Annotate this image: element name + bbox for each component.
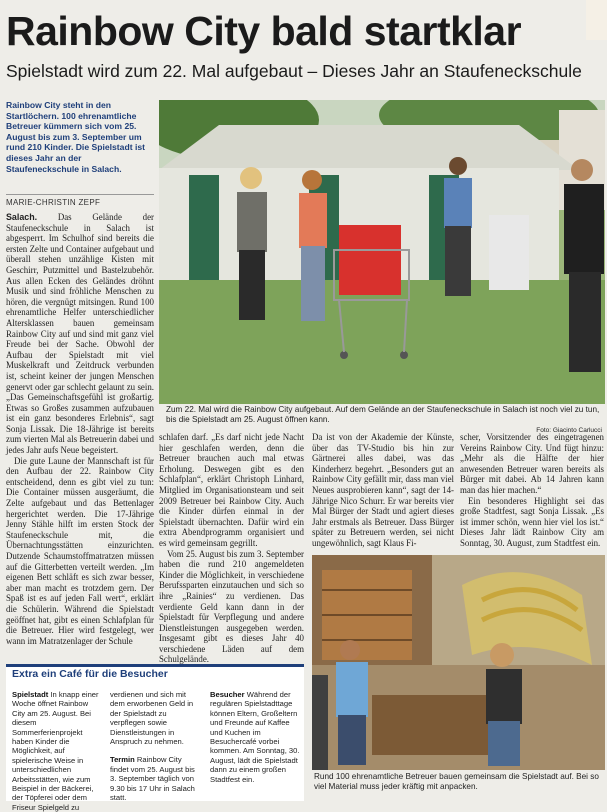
photo2-illustration bbox=[312, 555, 605, 770]
col1-p1: Das Gelände der Staufeneckschule in Salach ist abgesperrt. Im Schulhof sind bereits die ersten Zelte und Container aufgebaut und überall stehen unzählige Kisten mit Geschirr, Putzmittel und Bastelzubehör. Aus allen Ecken des Geländes dröhnt Musik und sind fröhliche Menschen zu hören, die vergnügt mitsingen. Rund 100 ehrenamtliche Helfer unterschiedlicher Altersklassen bauen gemeinsam Rainbow City auf und sind mit ganz viel Freude bei der Sache. Obwohl der Aufbau der Spielstadt mit viel Muskelkraft und Zeitdruck verbunden ist, scheint keiner der jungen Menschen genervt oder gar schlecht gelaunt zu sein. „Das Gemeinschaftsgefühl ist großartig. Etwas so Großes zusammen aufzubauen ist ein ganz besonderes Erlebnis“, sagt Sonja Lissak. Die 18-Jährige ist bereits zum vierten Mal als Betreuerin dabei und jedes Jahr aufs Neue begeistert. bbox=[6, 212, 154, 456]
info-text-continued: verdienen und sich mit dem erworbenen Geld in der Spielstadt zu verpflegen sowie Dienstleistungen in Anspruch zu nehmen. bbox=[110, 690, 194, 747]
info-column-2 bbox=[110, 690, 200, 802]
col4-p2: Ein besonderes Highlight sei das große Stadtfest, sagt Sonja Lissak. „Es ist immer schön, wenn hier viel los ist.“ Dieses Jahr lädt Rainbow City am Sonntag, 30. August, zum Stadtfest ein. bbox=[460, 495, 604, 548]
photo2-caption: Rund 100 ehrenamtliche Betreuer bauen gemeinsam die Spielstadt auf. Bei so viel Material muss jeder kräftig mit anpacken. bbox=[314, 772, 599, 791]
info-label-termin: Termin bbox=[110, 755, 135, 765]
info-box-title: Extra ein Café für die Besucher bbox=[12, 668, 168, 680]
photo1-caption-text: Zum 22. Mal wird die Rainbow City aufgebaut. Auf dem Gelände an der Staufeneckschule in Salach ist noch viel zu tun, bis die Spielstadt am 25. August öffnen kann. bbox=[166, 405, 600, 424]
photo-material-tragen bbox=[312, 555, 605, 770]
dateline: Salach. bbox=[6, 212, 38, 222]
article-column-2 bbox=[159, 432, 304, 665]
subtitle: Spielstadt wird zum 22. Mal aufgebaut – Dieses Jahr an Staufeneckschule bbox=[6, 61, 582, 81]
lead-paragraph: Rainbow City steht in den Startlöchern. 100 ehrenamtliche Betreuer kümmern sich vom 25. August bis zum 3. September um rund 210 Kinder. Die Spielstadt ist dieses Jahr an der Staufeneckschule in Salach. bbox=[6, 100, 145, 174]
info-label-spielstadt: Spielstadt bbox=[12, 690, 49, 699]
info-text-spielstadt: In knapp einer Woche öffnet Rainbow City am 25. August. Bei diesem Sommerferienprojekt haben Kinder die Möglichkeit, auf spielerische Weise in unterschiedlichen Arbeitsstätten, wie zum Beispiel in der Bäckerei, der Töpferei oder dem Friseur Spielgeld zu bbox=[12, 690, 99, 812]
info-label-besucher: Besucher bbox=[210, 690, 245, 699]
author-byline: MARIE-CHRISTIN ZEPF bbox=[6, 194, 154, 207]
article-column-3 bbox=[312, 432, 454, 549]
col4-p1: scher, Vorsitzender des eingetragenen Vereins Rainbow City. Und fügt hinzu: „Mehr als die Hälfte der hier anwesenden Betreuer waren bereits als Bürger mit dabei. Ab 14 Jahren kann man das hier machen.“ bbox=[460, 432, 604, 495]
info-column-1 bbox=[12, 690, 100, 812]
col3-p1: Da ist von der Akademie der Künste, über das TV-Studio bis hin zur Gärtnerei alles dabei, was das Kinderherz begehrt. „Besonders gut an Rainbow City gefällt mir, dass man viel Neues ausprobieren kann“, sagt der 14-Jährige Nico Schurr. Er war bereits vier Mal Bürger der Stadt und agiert dieses Jahr erstmals als Betreuer. Dass Bürger später zu Betreuern werden, sei nicht ungewöhnlich, sagt Klaus Fi- bbox=[312, 432, 454, 548]
info-text-termin: Rainbow City findet vom 25. August bis 3. September täglich von 9.30 bis 17 Uhr in Salach statt. bbox=[110, 755, 195, 803]
photo1-credit: Foto: Giacinto Carlucci bbox=[536, 427, 602, 434]
headline: Rainbow City bald startklar bbox=[6, 8, 522, 54]
article-column-4 bbox=[460, 432, 604, 549]
photo-aufbau-zelt bbox=[159, 100, 605, 404]
photo-illustration bbox=[159, 100, 605, 404]
info-text-besucher: Während der regulären Spielstadttage können Eltern, Großeltern und Freunde auf Kaffee und Kuchen im Besuchercafé vorbei kommen. Am Sonntag, 30. August, lädt die Spielstadt dann zu einem großen Stadtfest ein. bbox=[210, 690, 300, 784]
col1-p2: Die gute Laune der Mannschaft ist für den Aufbau der 22. Rainbow City entscheidend, denn es gibt viel zu tun: Die Container müssen ausgeräumt, die Zelte aufgebaut und das Bettenlager hergerichtet werden. Die 17-Jährige Jenny Stähle hilft im ersten Stock der Staufeneckschule mit, die Übernachtungsstätten einzurichten. Dutzende Schaumstoffmatratzen müssen auf die Gitterbetten verteilt werden. „Im eigenen Bett schläft es sich zwar besser, aber man macht es trotzdem gern. Der Spaß ist es auf jeden Fall wert“, erklärt die Schülerin. Während die Spielstadt geöffnet hat, gibt es einen Schlafplan für die Betreuer. Hier wird festgelegt, wer wann im Matratzenlager der Schule bbox=[6, 455, 154, 646]
col2-p2: Vom 25. August bis zum 3. September haben die rund 210 angemeldeten Kinder die Möglichkeit, in verschiedene Berufssparten einzutauchen und sich so ihre „Rainies“ zu verdienen. Das verdiente Geld kann dann in der Spielstadt für Verpflegung und andere Dienstleistungen ausgegeben werden. Insgesamt gibt es dieses Jahr 40 verschiedene Läden auf dem Schulgelände. bbox=[159, 548, 304, 665]
col2-p1: schlafen darf. „Es darf nicht jede Nacht hier geschlafen werden, denn die Betreuer brauchen auch mal etwas Erholung. Deswegen gibt es den Schlafplan“, erklärt Christoph Linhard, Mitglied im Organisationsteam und seit 2009 Betreuer bei Rainbow City. Auch die Kinder dürfen einmal in der Spielstadt übernachten. Dafür wird ein extra Abendprogramm organisiert und es wird gemeinsam gegrillt. bbox=[159, 432, 304, 548]
article-column-1 bbox=[6, 212, 154, 646]
info-column-3 bbox=[210, 690, 300, 784]
